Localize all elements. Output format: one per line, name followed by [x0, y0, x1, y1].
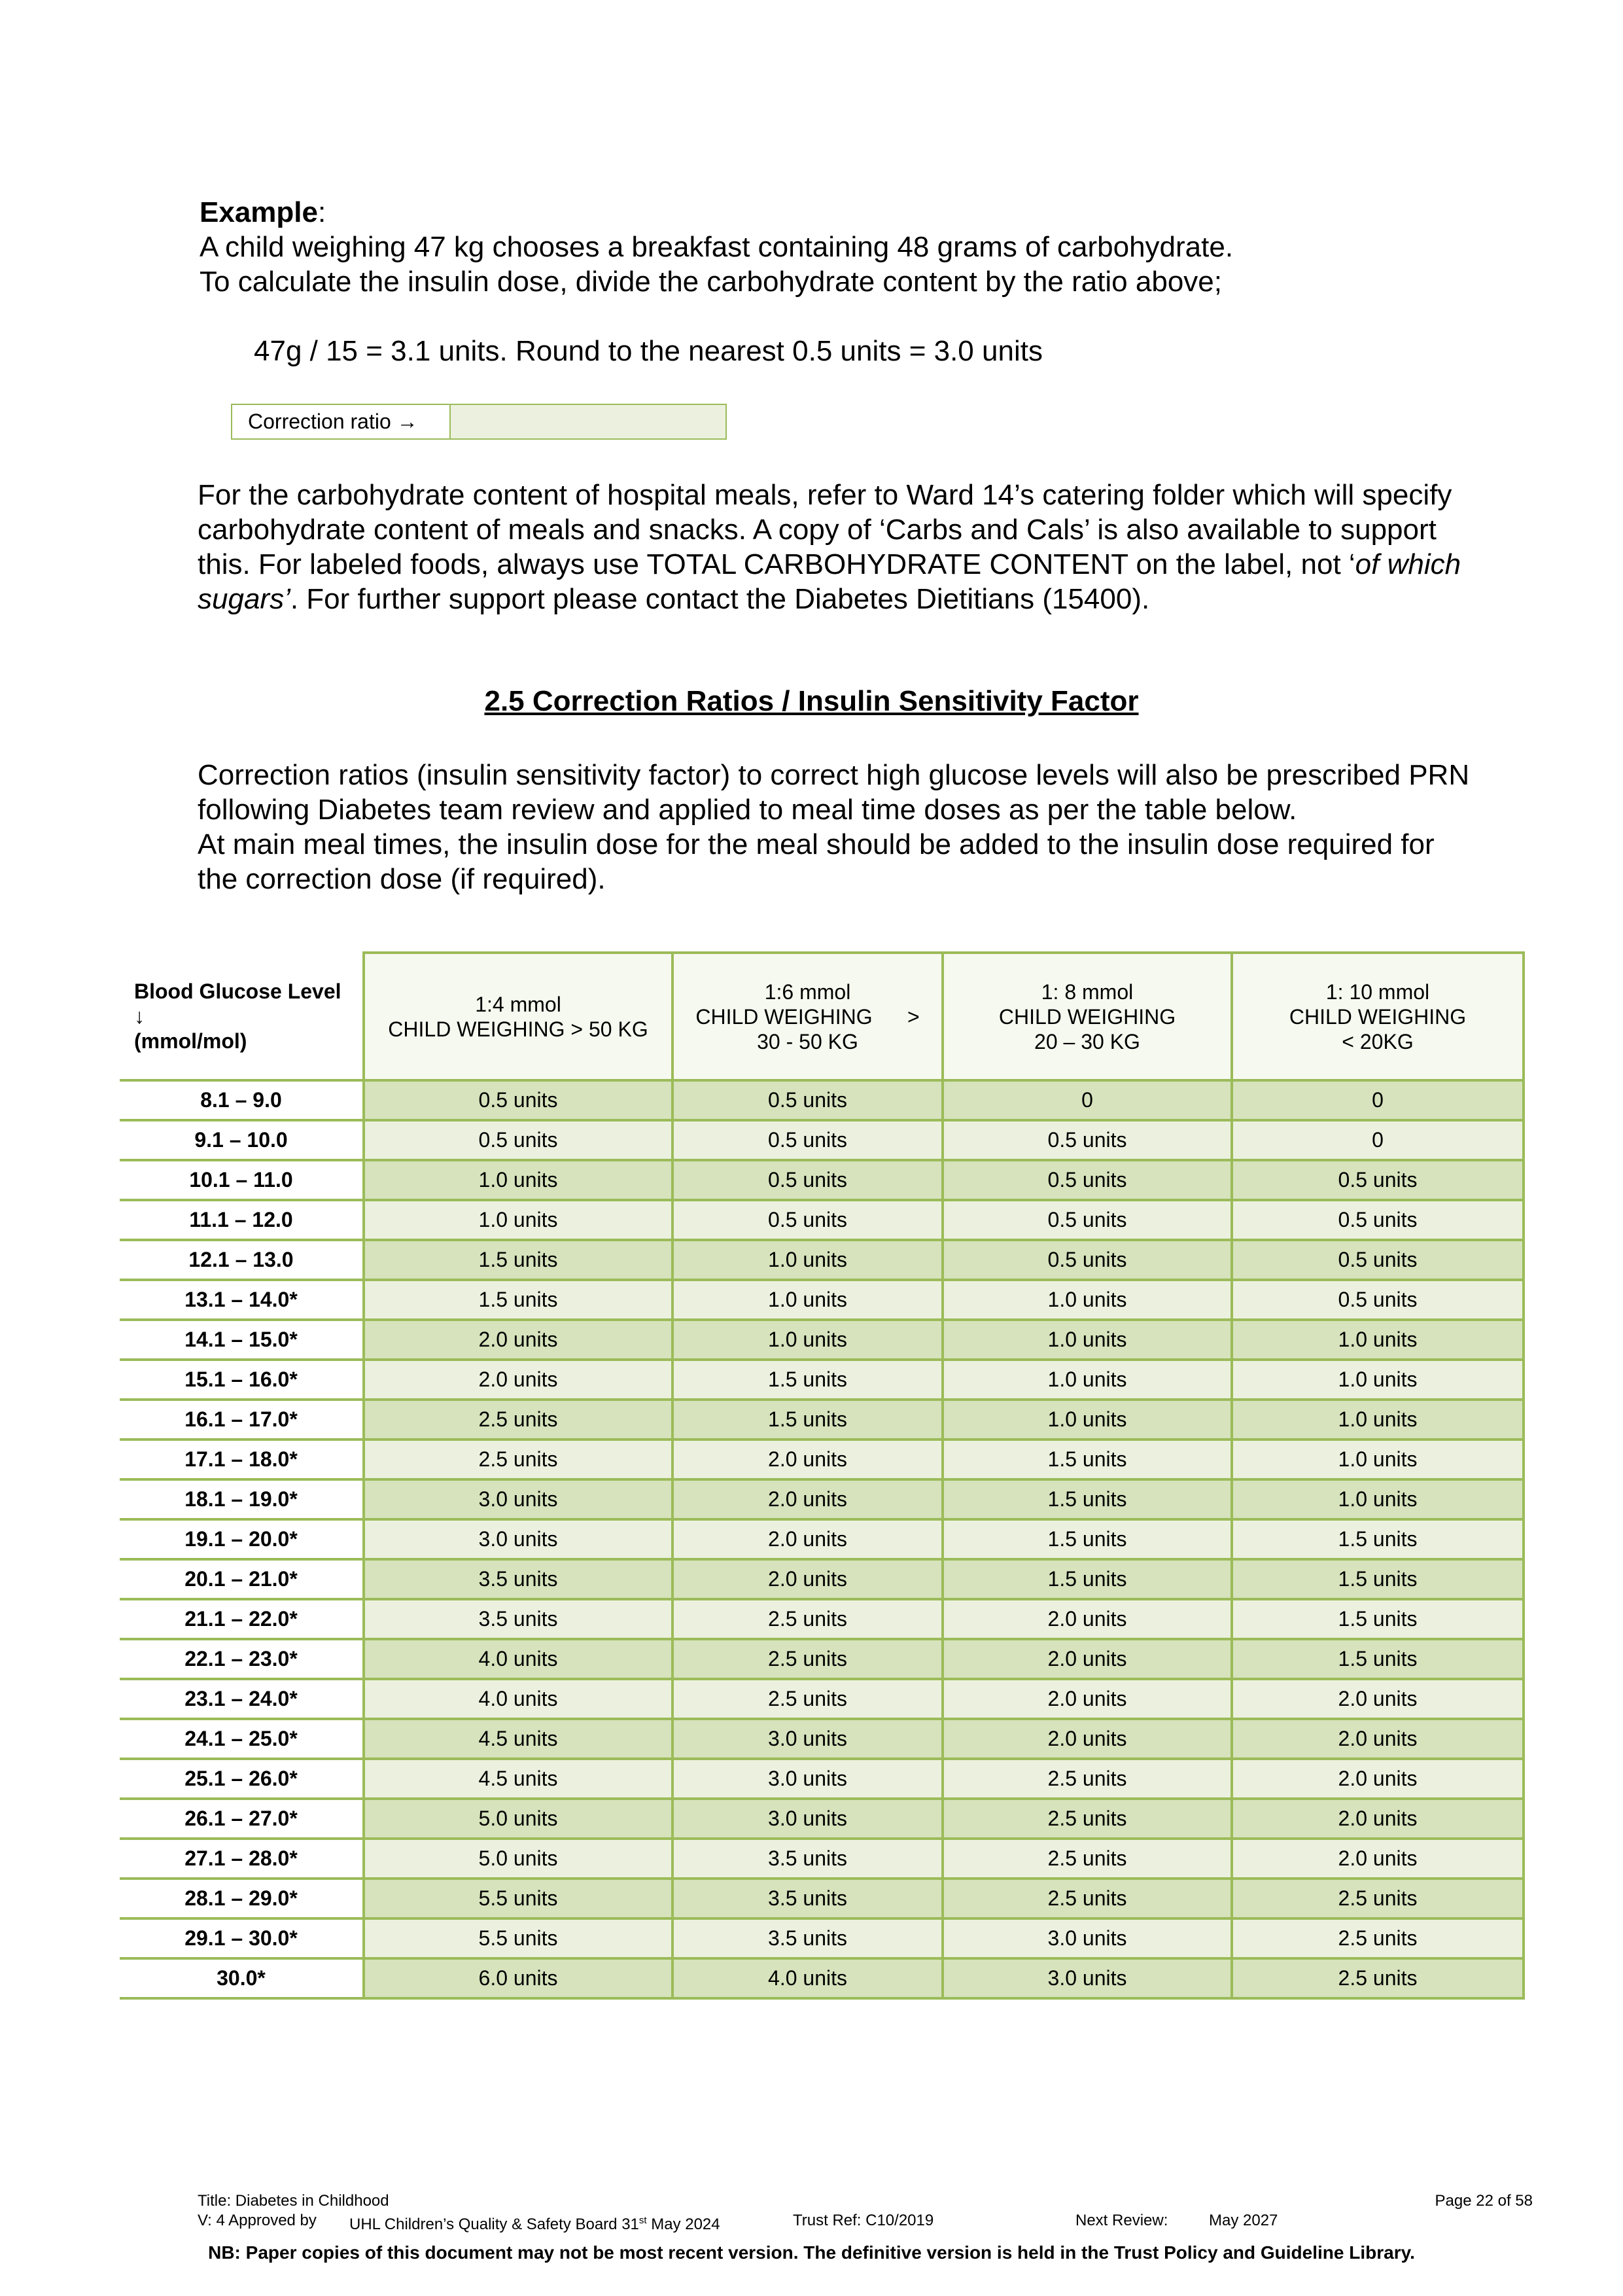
footer-approved-by: UHL Children’s Quality & Safety Board 31	[349, 2216, 639, 2233]
dose-cell: 2.0 units	[1232, 1759, 1524, 1799]
dose-cell: 2.5 units	[943, 1839, 1232, 1879]
example-heading: Example	[200, 196, 318, 228]
dose-cell: 0.5 units	[672, 1160, 943, 1200]
dose-cell: 2.0 units	[364, 1360, 672, 1400]
table-row	[120, 1360, 1524, 1400]
footer-approved-date: May 2024	[646, 2216, 720, 2233]
dose-cell: 2.0 units	[672, 1519, 943, 1559]
dose-cell: 2.0 units	[672, 1559, 943, 1599]
correction-text-2: At main meal times, the insulin dose for the meal should be added to the insulin dose required for the correction dose (if required).	[198, 828, 1435, 895]
footer-version: V: 4 Approved by	[198, 2212, 317, 2229]
table-row	[120, 1120, 1524, 1160]
dose-cell: 2.0 units	[943, 1639, 1232, 1679]
glucose-range-cell: 22.1 – 23.0*	[120, 1639, 364, 1679]
correction-ratio-table	[120, 951, 1525, 2000]
dose-cell: 5.0 units	[364, 1839, 672, 1879]
dose-cell: 0.5 units	[364, 1080, 672, 1120]
dose-cell: 1.0 units	[1232, 1400, 1524, 1439]
dose-cell: 1.0 units	[364, 1200, 672, 1240]
correction-text-1: Correction ratios (insulin sensitivity factor) to correct high glucose levels will also be prescribed PRN following Diabetes team review and applied to meal time doses as per the table below.	[198, 759, 1470, 826]
table-row	[120, 1080, 1524, 1120]
table-row	[120, 1280, 1524, 1320]
glucose-range-cell: 30.0*	[120, 1958, 364, 1998]
row-header-unit: (mmol/mol)	[134, 1029, 247, 1053]
column-weight: CHILD WEIGHING > 50 KG	[388, 1017, 648, 1041]
glucose-range-cell: 24.1 – 25.0*	[120, 1719, 364, 1759]
glucose-range-cell: 10.1 – 11.0	[120, 1160, 364, 1200]
dose-cell: 0.5 units	[672, 1200, 943, 1240]
dose-cell: 2.5 units	[672, 1679, 943, 1719]
dose-cell: 0.5 units	[943, 1200, 1232, 1240]
dose-cell: 0.5 units	[672, 1080, 943, 1120]
footer-approved	[349, 2211, 720, 2234]
table-row	[120, 1519, 1524, 1559]
table-row	[120, 1679, 1524, 1719]
column-weight: CHILD WEIGHING	[998, 1004, 1176, 1029]
dose-cell: 1.5 units	[1232, 1599, 1524, 1639]
footer-next-review-label: Next Review:	[1075, 2212, 1168, 2229]
dose-cell: 2.0 units	[364, 1320, 672, 1360]
dose-cell: 0.5 units	[1232, 1280, 1524, 1320]
column-ratio: 1:4 mmol	[475, 992, 561, 1016]
table-row	[120, 1200, 1524, 1240]
dose-cell: 3.0 units	[943, 1958, 1232, 1998]
dose-cell: 3.0 units	[672, 1719, 943, 1759]
dose-cell: 5.0 units	[364, 1799, 672, 1839]
dose-cell: 1.0 units	[943, 1400, 1232, 1439]
glucose-range-cell: 29.1 – 30.0*	[120, 1918, 364, 1958]
dose-cell: 2.0 units	[672, 1439, 943, 1479]
footer-page-number: Page 22 of 58	[1435, 2192, 1533, 2210]
dose-cell: 0.5 units	[672, 1120, 943, 1160]
dose-cell: 3.5 units	[364, 1599, 672, 1639]
table-row	[120, 1599, 1524, 1639]
dose-cell: 5.5 units	[364, 1879, 672, 1918]
column-header	[1232, 953, 1524, 1080]
dose-cell: 1.0 units	[672, 1280, 943, 1320]
table-row	[120, 1639, 1524, 1679]
dose-cell: 1.5 units	[672, 1360, 943, 1400]
dose-cell: 0	[1232, 1120, 1524, 1160]
dose-cell: 1.5 units	[943, 1439, 1232, 1479]
dose-cell: 2.5 units	[364, 1400, 672, 1439]
example-heading-colon: :	[317, 196, 326, 228]
column-header	[672, 953, 943, 1080]
dose-cell: 1.0 units	[672, 1240, 943, 1280]
glucose-range-cell: 21.1 – 22.0*	[120, 1599, 364, 1639]
dose-cell: 2.5 units	[1232, 1918, 1524, 1958]
dose-cell: 3.5 units	[364, 1559, 672, 1599]
dose-cell: 2.5 units	[672, 1639, 943, 1679]
glucose-range-cell: 16.1 – 17.0*	[120, 1400, 364, 1439]
dose-cell: 0.5 units	[1232, 1160, 1524, 1200]
dose-cell: 0.5 units	[943, 1160, 1232, 1200]
hospital-meals-text-1: For the carbohydrate content of hospital meals, refer to Ward 14’s catering folder which will specify carbohydrate content of meals and snacks. A copy of ‘Carbs and Cals’ is also available to support this. For labeled foods, always use TOTAL CARBOHYDRATE CONTENT on the label, not ‘	[198, 479, 1452, 580]
dose-cell: 3.0 units	[943, 1918, 1232, 1958]
dose-cell: 2.0 units	[1232, 1839, 1524, 1879]
table-row	[120, 1958, 1524, 1998]
row-header-title: Blood Glucose Level	[134, 979, 341, 1003]
dose-cell: 1.0 units	[943, 1280, 1232, 1320]
hospital-meals-paragraph	[198, 478, 1473, 616]
table-row	[120, 1400, 1524, 1439]
glucose-range-cell: 8.1 – 9.0	[120, 1080, 364, 1120]
dose-cell: 1.5 units	[1232, 1639, 1524, 1679]
table-row	[120, 1160, 1524, 1200]
table-row	[120, 1479, 1524, 1519]
dose-cell: 1.0 units	[672, 1320, 943, 1360]
dose-cell: 1.0 units	[364, 1160, 672, 1200]
dose-cell: 0.5 units	[364, 1120, 672, 1160]
table-row	[120, 1918, 1524, 1958]
glucose-range-cell: 25.1 – 26.0*	[120, 1759, 364, 1799]
table-row	[120, 1439, 1524, 1479]
table-row	[120, 1759, 1524, 1799]
dose-cell: 2.5 units	[1232, 1879, 1524, 1918]
glucose-range-cell: 20.1 – 21.0*	[120, 1559, 364, 1599]
dose-cell: 5.5 units	[364, 1918, 672, 1958]
dose-cell: 0.5 units	[1232, 1200, 1524, 1240]
column-ratio: 1: 8 mmol	[1041, 980, 1134, 1004]
dose-cell: 0	[1232, 1080, 1524, 1120]
dose-cell: 2.0 units	[943, 1599, 1232, 1639]
column-weight-2: 20 – 30 KG	[1034, 1029, 1140, 1053]
dose-cell: 2.0 units	[672, 1479, 943, 1519]
glucose-range-cell: 28.1 – 29.0*	[120, 1879, 364, 1918]
example-formula: 47g / 15 = 3.1 units. Round to the nearest 0.5 units = 3.0 units	[254, 335, 1043, 367]
dose-cell: 4.0 units	[364, 1679, 672, 1719]
glucose-range-cell: 9.1 – 10.0	[120, 1120, 364, 1160]
dose-cell: 1.5 units	[943, 1479, 1232, 1519]
dose-cell: 2.0 units	[1232, 1799, 1524, 1839]
glucose-range-cell: 12.1 – 13.0	[120, 1240, 364, 1280]
dose-cell: 2.5 units	[943, 1879, 1232, 1918]
dose-cell: 2.0 units	[1232, 1679, 1524, 1719]
dose-cell: 1.5 units	[1232, 1559, 1524, 1599]
footer-notice: NB: Paper copies of this document may not be most recent version. The definitive version is held in the Trust Policy and Guideline Library.	[208, 2242, 1415, 2263]
section-title: 2.5 Correction Ratios / Insulin Sensitivity Factor	[484, 685, 1139, 717]
dose-cell: 1.0 units	[1232, 1439, 1524, 1479]
example-line-2: To calculate the insulin dose, divide the carbohydrate content by the ratio above;	[200, 266, 1222, 298]
hospital-meals-text-2: . For further support please contact the Diabetes Dietitians (15400).	[290, 583, 1150, 615]
dose-cell: 1.5 units	[364, 1240, 672, 1280]
table-row	[120, 1879, 1524, 1918]
table-body	[120, 1080, 1524, 1998]
dose-cell: 2.5 units	[943, 1799, 1232, 1839]
dose-cell: 2.0 units	[1232, 1719, 1524, 1759]
dose-cell: 3.5 units	[672, 1839, 943, 1879]
table-row	[120, 1559, 1524, 1599]
dose-cell: 3.5 units	[672, 1879, 943, 1918]
dose-cell: 0.5 units	[1232, 1240, 1524, 1280]
glucose-range-cell: 14.1 – 15.0*	[120, 1320, 364, 1360]
example-paragraph	[200, 195, 1442, 299]
footer-next-review: May 2027	[1209, 2212, 1278, 2229]
dose-cell: 3.0 units	[364, 1519, 672, 1559]
dose-cell: 3.0 units	[672, 1799, 943, 1839]
glucose-range-cell: 19.1 – 20.0*	[120, 1519, 364, 1559]
down-arrow-icon: ↓	[134, 1004, 145, 1028]
dose-cell: 1.5 units	[1232, 1519, 1524, 1559]
dose-cell: 2.0 units	[943, 1719, 1232, 1759]
dose-cell: 1.0 units	[1232, 1479, 1524, 1519]
dose-cell: 3.5 units	[672, 1918, 943, 1958]
glucose-range-cell: 13.1 – 14.0*	[120, 1280, 364, 1320]
column-weight: CHILD WEIGHING >	[695, 1004, 920, 1029]
glucose-range-cell: 15.1 – 16.0*	[120, 1360, 364, 1400]
column-weight-2: 30 - 50 KG	[757, 1029, 858, 1053]
column-header	[943, 953, 1232, 1080]
correction-ratio-box	[231, 404, 727, 440]
dose-cell: 1.5 units	[672, 1400, 943, 1439]
dose-cell: 4.0 units	[672, 1958, 943, 1998]
dose-cell: 1.5 units	[364, 1280, 672, 1320]
glucose-range-cell: 11.1 – 12.0	[120, 1200, 364, 1240]
table-row	[120, 1719, 1524, 1759]
table-row	[120, 1320, 1524, 1360]
glucose-range-cell: 17.1 – 18.0*	[120, 1439, 364, 1479]
dose-cell: 1.0 units	[943, 1360, 1232, 1400]
dose-cell: 6.0 units	[364, 1958, 672, 1998]
table-row	[120, 1240, 1524, 1280]
dose-cell: 1.5 units	[943, 1519, 1232, 1559]
correction-ratio-value-field[interactable]	[451, 405, 725, 438]
dose-cell: 1.0 units	[1232, 1360, 1524, 1400]
column-weight-2: < 20KG	[1342, 1029, 1414, 1053]
table-header-row	[120, 953, 1524, 1080]
table-row	[120, 1799, 1524, 1839]
glucose-range-cell: 23.1 – 24.0*	[120, 1679, 364, 1719]
footer-approved-sup: st	[638, 2215, 647, 2226]
glucose-range-cell: 27.1 – 28.0*	[120, 1839, 364, 1879]
dose-cell: 2.5 units	[672, 1599, 943, 1639]
dose-cell: 4.0 units	[364, 1639, 672, 1679]
example-line-1: A child weighing 47 kg chooses a breakfast containing 48 grams of carbohydrate.	[200, 231, 1234, 263]
dose-cell: 4.5 units	[364, 1719, 672, 1759]
dose-cell: 2.5 units	[364, 1439, 672, 1479]
correction-ratio-label: Correction ratio →	[232, 405, 451, 438]
column-weight: CHILD WEIGHING	[1289, 1004, 1467, 1029]
column-header	[364, 953, 672, 1080]
hospital-meals-italic: of which sugars’	[198, 548, 1461, 615]
dose-cell: 4.5 units	[364, 1759, 672, 1799]
dose-cell: 2.0 units	[943, 1679, 1232, 1719]
dose-cell: 1.0 units	[1232, 1320, 1524, 1360]
footer-trust-ref: Trust Ref: C10/2019	[793, 2212, 934, 2229]
correction-paragraph	[198, 758, 1473, 896]
dose-cell: 3.0 units	[364, 1479, 672, 1519]
glucose-range-cell: 26.1 – 27.0*	[120, 1799, 364, 1839]
dose-cell: 0	[943, 1080, 1232, 1120]
dose-cell: 3.0 units	[672, 1759, 943, 1799]
column-ratio: 1:6 mmol	[764, 980, 851, 1004]
dose-cell: 2.5 units	[1232, 1958, 1524, 1998]
row-header-cell	[120, 953, 364, 1080]
dose-cell: 0.5 units	[943, 1120, 1232, 1160]
column-ratio: 1: 10 mmol	[1325, 980, 1430, 1004]
table-row	[120, 1839, 1524, 1879]
dose-cell: 2.5 units	[943, 1759, 1232, 1799]
dose-cell: 1.0 units	[943, 1320, 1232, 1360]
dose-cell: 0.5 units	[943, 1240, 1232, 1280]
footer-title: Title: Diabetes in Childhood	[198, 2192, 389, 2210]
dose-cell: 1.5 units	[943, 1559, 1232, 1599]
glucose-range-cell: 18.1 – 19.0*	[120, 1479, 364, 1519]
